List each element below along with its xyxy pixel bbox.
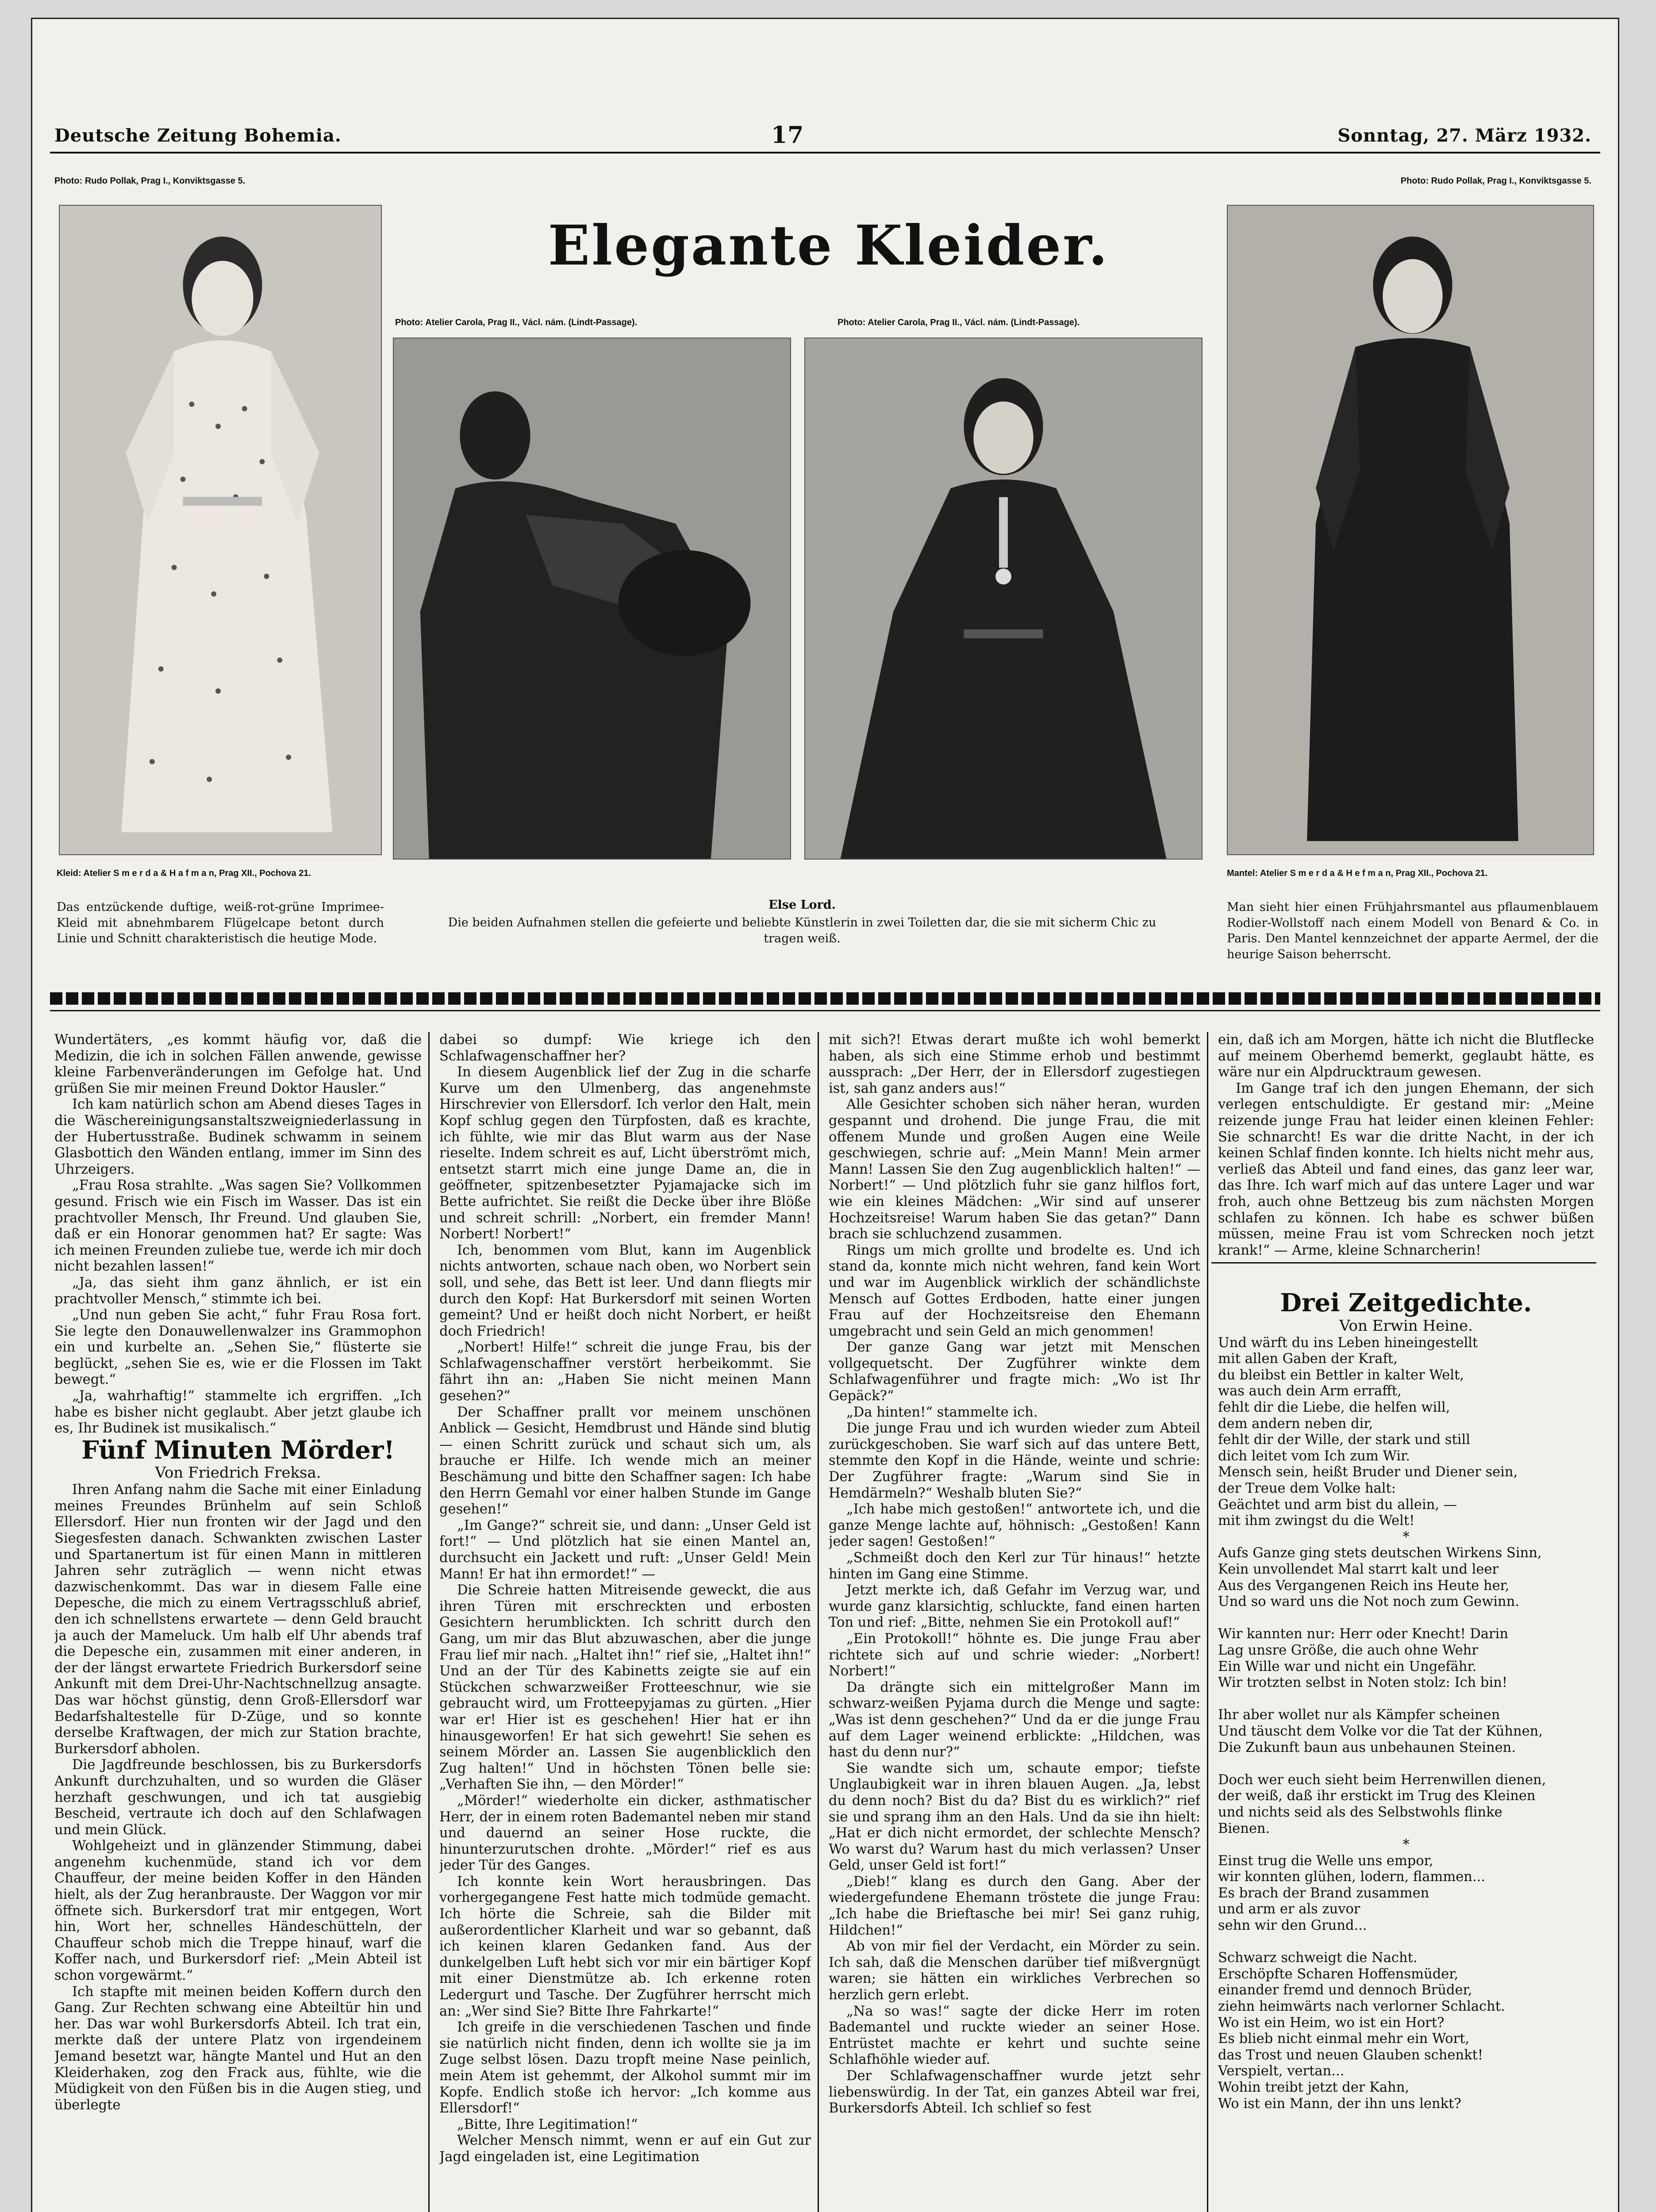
poem-line: Aufs Ganze ging stets deutschen Wirkens Sinn,	[1218, 1545, 1542, 1561]
photo-credit-right: Photo: Rudo Pollak, Prag I., Konviktsgasse 5.	[1400, 176, 1591, 186]
caption-credit-left: Kleid: Atelier S m e r d a & H a f m a n, Prag XII., Pochova 21.	[57, 868, 311, 878]
poem-line: Verspielt, vertan...	[1218, 2063, 1345, 2079]
poem-line: Aus des Vergangenen Reich ins Heute her,	[1218, 1578, 1510, 1594]
poem-line	[1218, 1756, 1594, 1772]
article-column-4	[1218, 1032, 1594, 2212]
paragraph: Jetzt merkte ich, daß Gefahr im Verzug war, und wurde ganz klarsichtig, schluckte, fand einen harten Ton und rief: „Bitte, nehmen Sie ein Protokoll auf!“	[829, 1582, 1200, 1631]
poem-line: Wohin treibt jetzt der Kahn,	[1218, 2080, 1410, 2096]
paragraph: Wohlgeheizt und in glänzender Stimmung, dabei angenehm kuchenmüde, stand ich vor dem Chauffeur, der meine beiden Koffer in den Händen hielt, als der Zug heranbrauste. Der Waggon vor mir öffnete sich. Burkersdorf trat mir entgegen, Wort hin, Wort her, schnelles Händeschütteln, der Chauffeur schob mich die Treppe hinauf, warf die Koffer nach, und Burkersdorf rief: „Mein Abteil ist schon vorgewärmt.“	[54, 1838, 422, 1984]
poem-line: du bleibst ein Bettler in kalter Welt,	[1218, 1367, 1464, 1383]
feature-title: Elegante Kleider.	[548, 214, 1110, 278]
poem-line: mit ihm zwingst du die Welt!	[1218, 1513, 1415, 1529]
paragraph: Der Schlafwagenschaffner wurde jetzt sehr liebenswürdig. In der Tat, ein ganzes Abteil war frei, Burkersdorfs Abteil. Ich schlief so fest	[829, 2068, 1200, 2116]
paragraph: „Ja, wahrhaftig!“ stammelte ich ergriffen. „Ich habe es bisher nicht geglaubt. Aber jetzt glaube ich es, Ihr Budinek ist musikalisch.“	[54, 1388, 422, 1436]
newspaper-page	[31, 18, 1619, 2212]
poem-line	[1218, 1934, 1594, 1951]
photo-light-dress	[59, 205, 382, 855]
paragraph: „Und nun geben Sie acht,“ fuhr Frau Rosa fort. Sie legte den Donauwellenwalzer ins Grammophon ein und kurbelte an. „Sehen Sie,“ flüsterte sie beglückt, „sehen Sie es, wie er die Flossen im Takt bewegt.“	[54, 1307, 422, 1388]
poem-line: fehlt dir der Wille, der stark und still	[1218, 1432, 1470, 1448]
poem-line	[1218, 1691, 1594, 1708]
caption-text-left: Das entzückende duftige, weiß-rot-grüne Imprimee-Kleid mit abnehmbarem Flügelcape betont durch Linie und Schnitt charakteristisch die heutige Mode.	[57, 900, 384, 946]
paragraph: In diesem Augenblick lief der Zug in die scharfe Kurve um den Ulmenberg, das angenehmste Hirschrevier von Ellersdorf. Ich verlor den Halt, mein Kopf schlug gegen den Türpfosten, daß es krachte, ich fühlte, wie mir das Blut warm aus der Nase rieselte. Indem schreit es auf, Licht überströmt mich, entsetzt starrt mich eine junge Dame an, die in geöffneter, spitzenbesetzter Pyjamajacke sich im Bette aufrichtet. Sie reißt die Decke über ihre Blöße und schreit schrill: „Norbert, ein fremder Mann! Norbert! Norbert!“	[439, 1064, 811, 1242]
article-column-3	[829, 1032, 1200, 2212]
masthead-rule	[50, 152, 1600, 154]
paragraph: Ich kam natürlich schon am Abend dieses Tages in die Wäschereinigungsanstaltszweigniederlassung in der Hubertusstraße. Budinek schwamm in seinem Glasbottich den Wänden entlang, immer im Sinn des Uhrzeigers.	[54, 1097, 422, 1177]
poem-line: Lag unsre Größe, die auch ohne Wehr	[1218, 1642, 1478, 1658]
poem-line: Die Zukunft baun aus unbehaunen Steinen.	[1218, 1740, 1516, 1755]
poem-separator: *	[1402, 1529, 1410, 1545]
poem-line: und nichts seid als des Selbstwohls flinke	[1218, 1804, 1502, 1820]
paragraph: „Bitte, Ihre Legitimation!“	[457, 2116, 638, 2132]
poem-line: Es brach der Brand zusammen	[1218, 1885, 1429, 1901]
poem-line: was auch dein Arm errafft,	[1218, 1383, 1402, 1399]
paragraph: Alle Gesichter schoben sich näher heran, wurden gespannt und drohend. Die junge Frau, die mit offenem Munde und großen Augen eine Weile geschwiegen, schrie auf: „Mein Mann! Mein armer Mann! Lassen Sie den Zug augenblicklich halten!“ — Norbert!“ — Und plötzlich fuhr sie ganz hilflos fort, wie ein kleines Mädchen: „Wir sind auf unserer Hochzeitsreise! Warum haben Sie das getan?“ Dann brach sie schluchzend zusammen.	[829, 1097, 1200, 1242]
article-column-2	[439, 1032, 811, 2212]
poem-line: Einst trug die Welle uns empor,	[1218, 1853, 1433, 1869]
paragraph: dabei so dumpf: Wie kriege ich den Schlafwagenschaffner her?	[439, 1032, 811, 1064]
caption-text-right: Man sieht hier einen Frühjahrsmantel aus pflaumenblauem Rodier-Wollstoff nach einem Modell von Benard & Co. in Paris. Den Mantel kennzeichnet der apparte Aermel, der die heurige Saison beherrscht.	[1227, 900, 1598, 961]
poem-line	[1218, 1610, 1594, 1627]
paragraph: Ihren Anfang nahm die Sache mit einer Einladung meines Freundes Brünhelm auf sein Schloß Ellersdorf. Hier nun fronten wir der Jagd und den Siegesfesten danach. Schwankten zwischen Laster und Spartanertum ist für einen Mann in mittleren Jahren sehr zuträglich — wenn nicht etwas dazwischenkommt. Das war in diesem Falle eine Depesche, die mich zu einem Vertragsschluß abrief, den ich schnellstens erwartete — denn Geld braucht ja auch der Mameluck. Um halb elf Uhr abends traf die Depesche ein, zusammen mit einer anderen, in der der längst erwartete Friedrich Burkersdorf seine Ankunft mit dem Drei-Uhr-Nachtschnellzug ansagte. Das war höchst günstig, denn Groß-Ellersdorf war Bedarfshaltestelle für D-Züge, und so konnte derselbe Kraftwagen, der mich zur Station brachte, Burkersdorf abholen.	[54, 1482, 422, 1757]
poem-line: Erschöpfte Scharen Hoffensmüder,	[1218, 1966, 1459, 1982]
masthead-paper-name: Deutsche Zeitung Bohemia.	[54, 125, 342, 146]
poem-line: Wir kannten nur: Herr oder Knecht! Darin	[1218, 1626, 1509, 1642]
poem-line: Und wärft du ins Leben hineingestellt	[1218, 1335, 1478, 1351]
poem-separator: *	[1402, 1837, 1410, 1853]
poem-line: der Treue dem Volke halt:	[1218, 1481, 1396, 1497]
paragraph: Die junge Frau und ich wurden wieder zum Abteil zurückgeschoben. Sie warf sich auf das untere Bett, stemmte den Kopf in die Hände, weinte und schrie: Der Zugführer fragte: „Warum sind Sie in Hemdärmeln?“ Weshalb bluten Sie?“	[829, 1421, 1200, 1501]
poem-byline: Von Erwin Heine.	[1339, 1317, 1473, 1335]
poem-line: Wir trotzten selbst in Noten stolz: Ich bin!	[1218, 1675, 1508, 1691]
photo-seated-woman	[393, 338, 791, 860]
paragraph: Da drängte sich ein mittelgroßer Mann im schwarz-weißen Pyjama durch die Menge und sagte: „Was ist denn geschehen?“ Und da er die junge Frau auf dem Lager weinend erblickte: „Hildchen, was hast du denn nur?“	[829, 1679, 1200, 1760]
paragraph: Im Gange traf ich den jungen Ehemann, der sich verlegen entschuldigte. Er gestand mir: „Meine reizende junge Frau hat leider einen kleinen Fehler: Sie schnarcht! Es war die dritte Nacht, in der ich keinen Schlaf finden konnte. Ich hielts nicht mehr aus, verließ das Abteil und fand eines, das ganz leer war, das Ihre. Ich warf mich auf das untere Lager und war froh, auch ohne Bettzeug bis zum nächsten Morgen schlafen zu können. Ich habe es schwer büßen müssen, meine Frau ist vom Schrecken noch jetzt krank!“ — Arme, kleine Schnarcherin!	[1218, 1080, 1594, 1258]
column-rule-3	[1207, 1032, 1208, 2212]
paragraph: „Im Gange?“ schreit sie, und dann: „Unser Geld ist fort!“ — Und plötzlich hat sie einen Mantel an, durchsucht ein Jackett und ruft: „Unser Geld! Mein Mann! Er hat ihn ermordet!“ —	[439, 1517, 811, 1582]
caption-credit-right: Mantel: Atelier S m e r d a & H e f m a n, Prag XII., Pochova 21.	[1227, 868, 1488, 878]
caption-name-center: Else Lord.	[768, 898, 836, 912]
paragraph: Rings um mich grollte und brodelte es. Und ich stand da, konnte mich nicht wehren, fand kein Wort und war im Augenblick wirklich der schändlichste Mensch auf Gottes Erdboden, hatte einer jungen Frau auf der Hochzeitsreise den Ehemann umgebracht und sein Geld an mich genommen!	[829, 1242, 1200, 1339]
story-byline: Von Friedrich Freksa.	[155, 1464, 321, 1482]
poem-line: dem andern neben dir,	[1218, 1416, 1373, 1432]
poem-line: der weiß, daß ihr erstickt im Trug des Kleinen	[1218, 1788, 1536, 1804]
photo-credit-center-right: Photo: Atelier Carola, Prag II., Václ. nám. (Lindt-Passage).	[838, 318, 1080, 327]
paragraph: ein, daß ich am Morgen, hätte ich nicht die Blutflecke auf meinem Oberhemd bemerkt, geglaubt hätte, es wäre nur ein Alpdrucktraum gewesen.	[1218, 1032, 1594, 1080]
paragraph: Sie wandte sich um, schaute empor; tiefste Unglaubigkeit war in ihren blauen Augen. „Ja, lebst du denn noch? Bist du da? Bist du es wirklich?“ rief sie und sprang ihm an den Hals. Und da sie ihn hielt: „Hat er dich nicht ermordet, der schlechte Mensch? Wo warst du? Warum hast du mich verlassen? Unser Geld, unser Geld ist fort!“	[829, 1760, 1200, 1874]
poem-line: Doch wer euch sieht beim Herrenwillen dienen,	[1218, 1772, 1546, 1788]
paragraph: Ich konnte kein Wort herausbringen. Das vorhergegangene Fest hatte mich todmüde gemacht. Ich hörte die Schreie, sah die Bilder mit außerordentlicher Klarheit und war so gebannt, daß ich keinen klaren Gedanken fand. Aus der dunkelgelben Luft hebt sich vor mir ein bärtiger Kopf mit einer Dienstmütze ab. Ich erkenne roten Ledergurt und Tasche. Der Zugführer herrscht mich an: „Wer sind Sie? Bitte Ihre Fahrkarte!“	[439, 1874, 811, 2019]
caption-text-center: Die beiden Aufnahmen stellen die gefeierte und beliebte Künstlerin in zwei Toiletten dar, die sie mit sicherm Chic zu tragen weiß.	[448, 916, 1157, 945]
paragraph: Ab von mir fiel der Verdacht, ein Mörder zu sein. Ich sah, daß die Menschen darüber tief mißvergnügt waren; sie hätten ein wirkliches Verbrechen so herzlich gern erlebt.	[829, 1939, 1200, 2003]
article-column-1	[54, 1032, 422, 2212]
photo-credit-left: Photo: Rudo Pollak, Prag I., Konviktsgasse 5.	[54, 176, 246, 186]
poem-line: einander fremd und dennoch Brüder,	[1218, 1982, 1472, 1998]
paragraph: „Norbert! Hilfe!“ schreit die junge Frau, bis der Schlafwagenschaffner verstört herbeikommt. Sie fährt ihn an: „Haben Sie nicht meinen Mann gesehen?“	[439, 1340, 811, 1404]
column-rule-2	[818, 1032, 819, 2212]
story-title: Fünf Minuten Mörder!	[81, 1435, 395, 1465]
poem-line: Wo ist ein Heim, wo ist ein Hort?	[1218, 2015, 1445, 2031]
poem-line: das Trost und neuen Glauben schenkt!	[1218, 2047, 1483, 2063]
paragraph: Wundertäters, „es kommt häufig vor, daß die Medizin, die ich in solchen Fällen anwende, gewisse kleine Farbenveränderungen im Gefolge hat. Und grüßen Sie mir meinen Freund Doktor Hausler.“	[54, 1032, 422, 1096]
poem-line: und arm er als zuvor	[1218, 1901, 1360, 1917]
paragraph: „Ich habe mich gestoßen!“ antwortete ich, und die ganze Menge lachte auf, höhnisch: „Gestoßen! Kann jeder sagen! Gestoßen!“	[829, 1502, 1200, 1550]
photo-coat	[1227, 205, 1594, 855]
paragraph: „Na so was!“ sagte der dicke Herr im roten Bademantel und ruckte wieder an seiner Hose. Entrüstet machte er kehrt und suchte seine Schlafhöhle wieder auf.	[829, 2003, 1200, 2068]
paragraph: Ich, benommen vom Blut, kann im Augenblick nichts antworten, schaue nach oben, wo Norbert sein soll, und sehe, das Bett ist leer. Und dann fliegts mir durch den Kopf: Hat Burkersdorf mit seinen Worten gemeint? Und er heißt doch nicht Norbert, er heißt doch Friedrich!	[439, 1242, 811, 1339]
paragraph: „Ja, das sieht ihm ganz ähnlich, er ist ein prachtvoller Mensch,“ stimmte ich bei.	[54, 1275, 422, 1307]
poem-line: ziehn heimwärts nach verlorner Schlacht.	[1218, 1999, 1505, 2015]
poem-line: Schwarz schweigt die Nacht.	[1218, 1950, 1418, 1966]
poem-line: Und so ward uns die Not noch zum Gewinn.	[1218, 1594, 1520, 1610]
poem-line: dich leitet vom Ich zum Wir.	[1218, 1448, 1410, 1464]
photo-credit-center-left: Photo: Atelier Carola, Prag II., Václ. nám. (Lindt-Passage).	[395, 318, 638, 327]
paragraph: „Frau Rosa strahlte. „Was sagen Sie? Vollkommen gesund. Frisch wie ein Fisch im Wasser. Das ist ein prachtvoller Mensch, Ihr Freund. Und glauben Sie, daß er ein Honorar genommen hat? Er sagte: Was ich meinen Freunden zuliebe tue, werde ich mir doch nicht bezahlen lassen!“	[54, 1178, 422, 1275]
poem-line: sehn wir den Grund...	[1218, 1918, 1367, 1934]
poem-line: fehlt dir die Liebe, die helfen will,	[1218, 1400, 1450, 1416]
paragraph: „Schmeißt doch den Kerl zur Tür hinaus!“ hetzte hinten im Gang eine Stimme.	[829, 1550, 1200, 1582]
page-number: 17	[771, 122, 804, 149]
paragraph: Die Jagdfreunde beschlossen, bis zu Burkersdorfs Ankunft durchzuhalten, und so wurden die Gläser herzhaft geschwungen, und ich tat ausgiebig Bescheid, vertraute ich doch auf den Schlafwagen und mein Glück.	[54, 1757, 422, 1838]
poem-line: Kein unvollendet Mal starrt kalt und leer	[1218, 1562, 1499, 1578]
photo-dark-dress	[804, 338, 1203, 860]
paragraph: Ich stapfte mit meinen beiden Koffern durch den Gang. Zur Rechten schwang eine Abteiltür hin und her. Das war wohl Burkersdorfs Abteil. Ich trat ein, merkte daß der untere Platz von irgendeinem Jemand besetzt war, hängte Mantel und Hut an den Kleiderhaken, zog den Frack aus, fühlte, wie die Müdigkeit von den Füßen bis in die Augen stieg, und überlegte	[54, 1984, 422, 2113]
paragraph: Die Schreie hatten Mitreisende geweckt, die aus ihren Türen mit erschreckten und erbosten Gesichtern herumblickten. Ich schritt durch den Gang, um mir das Blut abzuwaschen, aber die junge Frau lief mir nach. „Haltet ihn!“ rief sie, „Haltet ihn!“ Und an der Tür des Kabinetts zeigte sie auf ein Stückchen schwarzweißer Frotteeschnur, wie sie gebraucht wird, um Frotteepyjamas zu gürten. „Hier war er! Hier ist es geschehen! Hier hat er ihn hinausgeworfen! Er hat sich gewehrt! Sie sehen es seinem Mörder an. Lassen Sie augenblicklich den Zug halten!“ Und in höchsten Tönen belle sie: „Verhaften Sie ihn, — den Mörder!“	[439, 1582, 811, 1793]
poem-line: wir konnten glühen, lodern, flammen...	[1218, 1869, 1486, 1885]
paragraph: mit sich?! Etwas derart mußte ich wohl bemerkt haben, als sich eine Stimme erhob und bestimmt aussprach: „Der Herr, der in Ellersdorf zugestiegen ist, sah ganz anders aus!“	[829, 1032, 1200, 1096]
border-rule	[50, 1010, 1600, 1011]
poem-title: Drei Zeitgedichte.	[1280, 1288, 1532, 1318]
paragraph: „Ein Protokoll!“ höhnte es. Die junge Frau aber richtete sich auf und schrie wieder: „Norbert! Norbert!“	[829, 1631, 1200, 1679]
poem-line: mit allen Gaben der Kraft,	[1218, 1351, 1398, 1367]
paragraph: Ich greife in die verschiedenen Taschen und finde sie natürlich nicht finden, denn ich wollte sie ja im Zuge selbst lösen. Dazu tropft meine Nase peinlich, mein Atem ist gehemmt, der Alkohol summt mir im Kopfe. Endlich stoße ich hervor: „Ich komme aus Ellersdorf!“	[439, 2020, 811, 2116]
poem-line: Ihr aber wollet nur als Kämpfer scheinen	[1218, 1707, 1500, 1723]
poem-line: Und täuscht dem Volke vor die Tat der Kühnen,	[1218, 1723, 1543, 1739]
poem-line: Mensch sein, heißt Bruder und Diener sein,	[1218, 1464, 1518, 1480]
decorative-border	[50, 992, 1600, 1005]
paragraph: „Dieb!“ klang es durch den Gang. Aber der wiedergefundene Ehemann tröstete die junge Frau: „Ich habe die Brieftasche bei mir! Sei ganz ruhig, Hildchen!“	[829, 1874, 1200, 1938]
poem-line: Bienen.	[1218, 1820, 1270, 1836]
column-rule-1	[428, 1032, 430, 2212]
paragraph: „Mörder!“ wiederholte ein dicker, asthmatischer Herr, der in einem roten Bademantel neben mir stand und dauernd an seiner Hose ruckte, die hinunterzurutschen drohte. „Mörder!“ rief es aus jeder Tür des Ganges.	[439, 1793, 811, 1874]
paragraph: Der Schaffner prallt vor meinem unschönen Anblick — Gesicht, Hemdbrust und Hände sind blutig — einen Schritt zurück und schaut sich um, als brauche er Hilfe. Ich wende mich an meiner Beschämung und bitte den Schaffner sagen: Ich habe den Herrn Gemahl vor einer halben Stunde im Gange gesehen!“	[439, 1404, 811, 1517]
paragraph: Welcher Mensch nimmt, wenn er auf ein Gut zur Jagd eingeladen ist, eine Legitimation	[439, 2133, 811, 2165]
poem-line: Wo ist ein Mann, der ihn uns lenkt?	[1218, 2096, 1461, 2112]
paragraph: Der ganze Gang war jetzt mit Menschen vollgequetscht. Der Zugführer winkte dem Schlafwagenführer und fragte mich: „Wo ist Ihr Gepäck?“	[829, 1340, 1200, 1404]
paragraph: „Da hinten!“ stammelte ich.	[846, 1404, 1038, 1420]
poem-line: Es blieb nicht einmal mehr ein Wort,	[1218, 2031, 1470, 2047]
poem-line: Geächtet und arm bist du allein, —	[1218, 1497, 1457, 1513]
masthead-date: Sonntag, 27. März 1932.	[1337, 125, 1591, 146]
poem-line: Ein Wille war und nicht ein Ungefähr.	[1218, 1659, 1477, 1674]
